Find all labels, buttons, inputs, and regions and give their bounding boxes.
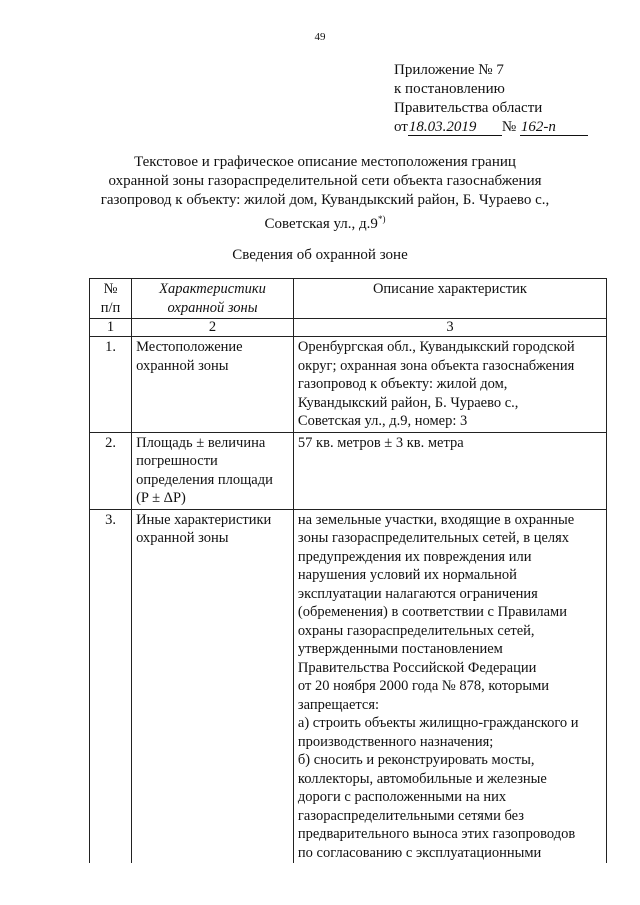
table-header-row [90, 279, 607, 319]
row-description [293, 337, 606, 433]
description-line: утвержденными постановлением [297, 641, 503, 657]
row-number: 3. [90, 509, 132, 863]
table-row [90, 432, 607, 509]
column-number: 3 [293, 319, 606, 337]
description-line: (обременения) в соответствии с Правилами [297, 604, 567, 620]
description-line: предварительного выноса этих газопроводов [297, 826, 576, 842]
appendix-block [394, 61, 588, 137]
description-line: Советская ул., д.9, номер: 3 [297, 413, 468, 429]
document-title [80, 153, 570, 234]
header-num [90, 279, 132, 319]
characteristic-line: определения площади [136, 471, 273, 488]
column-number: 1 [90, 319, 132, 337]
title-line-3: газопровод к объекту: жилой дом, Кувандыкский район, Б. Чураево с., [100, 192, 550, 208]
description-line: газопровод к объекту: жилой дом, [297, 376, 508, 392]
table-row [90, 337, 607, 433]
description-line: зоны газораспределительных сетей, в целях [297, 530, 570, 546]
title-line-4 [80, 210, 570, 234]
description-line: от 20 ноября 2000 года № 878, которыми [297, 678, 550, 694]
page-number: 49 [314, 31, 326, 43]
description-line: запрещается: [297, 696, 380, 713]
appendix-date-line [394, 118, 588, 137]
description-line: 57 кв. метров ± 3 кв. метра [297, 434, 464, 451]
description-line: предупреждения их повреждения или [297, 548, 532, 565]
description-line: эксплуатации налагаются ограничения [297, 585, 538, 602]
number-label: № [501, 119, 517, 135]
description-line: Оренбургская обл., Кувандыкский городской [297, 339, 575, 355]
row-description [293, 509, 606, 863]
characteristic-line: охранной зоны [136, 357, 229, 374]
row-description [293, 432, 606, 509]
row-characteristic [132, 337, 294, 433]
description-line: охраны газораспределительных сетей, [297, 622, 535, 639]
characteristic-line: Площадь ± величина [136, 434, 266, 451]
description-line: на земельные участки, входящие в охранные [297, 511, 575, 528]
header-characteristics [132, 279, 294, 319]
description-line: б) сносить и реконструировать мосты, [297, 752, 535, 768]
characteristic-line: погрешности [136, 453, 218, 469]
appendix-line-3: Правительства области [394, 100, 543, 116]
row-characteristic [132, 432, 294, 509]
row-characteristic [132, 509, 294, 863]
description-line: производственного назначения; [297, 733, 494, 750]
title-line-4-text: Советская ул., д.9 [264, 216, 378, 232]
description-line: Кувандыкский район, Б. Чураево с., [297, 394, 519, 411]
date-prefix: от [394, 119, 408, 135]
characteristic-line: (P ± ΔP) [136, 490, 186, 506]
header-num-line-1: № [103, 281, 118, 297]
characteristic-line: Иные характеристики [136, 511, 272, 528]
row-number: 1. [90, 337, 132, 433]
characteristic-line: охранной зоны [136, 530, 229, 546]
header-char-line-2: охранной зоны [167, 299, 258, 316]
header-description: Описание характеристик [293, 279, 606, 319]
description-line: газораспределительными сетями без [297, 807, 525, 824]
description-line: округ; охранная зона объекта газоснабжения [297, 357, 575, 374]
description-line: коллекторы, автомобильные и железные [297, 770, 547, 787]
appendix-title: Приложение № 7 [394, 62, 504, 78]
header-num-line-2: п/п [100, 299, 121, 316]
column-number: 2 [132, 319, 294, 337]
appendix-line-2: к постановлению [394, 81, 505, 97]
row-number: 2. [90, 432, 132, 509]
number-value: 162-п [520, 119, 588, 136]
description-line: дороги с расположенными на них [297, 789, 507, 805]
title-line-2: охранной зоны газораспределительной сети объекта газоснабжения [108, 173, 542, 189]
table-column-numbers-row [90, 319, 607, 337]
header-char-line-1: Характеристики [159, 281, 266, 297]
description-line: нарушения условий их нормальной [297, 567, 517, 583]
zone-info-table [89, 278, 607, 863]
title-line-1: Текстовое и графическое описание местоположения границ [134, 154, 516, 170]
footnote-mark: *) [377, 214, 386, 224]
section-title: Сведения об охранной зоне [232, 247, 408, 263]
date-value: 18.03.2019 [408, 119, 502, 136]
characteristic-line: Местоположение [136, 339, 243, 355]
table-row [90, 509, 607, 863]
description-line: а) строить объекты жилищно-гражданского и [297, 715, 579, 731]
description-line: Правительства Российской Федерации [297, 659, 537, 676]
description-line: по согласованию с эксплуатационными [297, 844, 542, 861]
